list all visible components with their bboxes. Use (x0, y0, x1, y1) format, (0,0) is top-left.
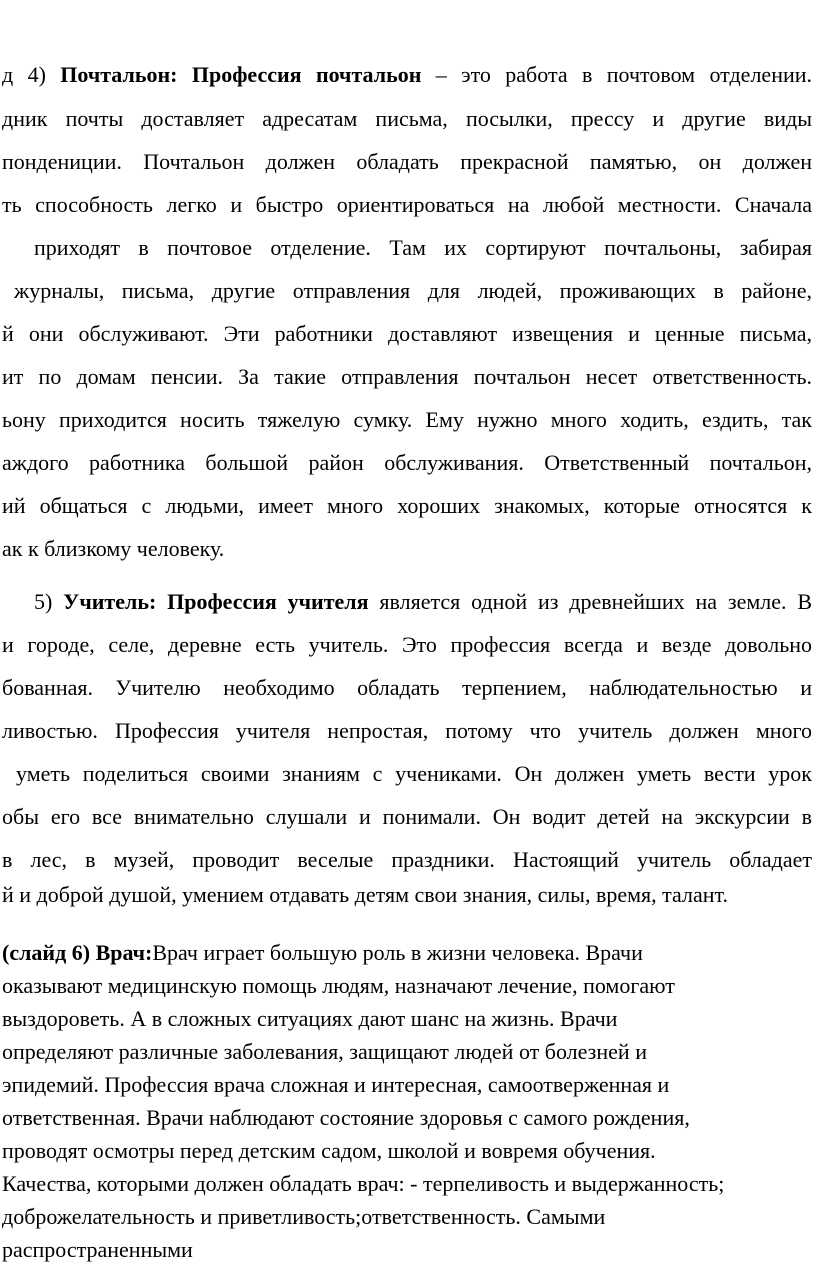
doctor-title: (слайд 6) Врач: (2, 940, 153, 965)
postman-heading-line (2, 62, 812, 88)
postman-line: аждого работника большой район обслуживания. Ответственный почтальон, (2, 450, 812, 475)
doctor-line: определяют различные заболевания, защищают людей от болезней и (2, 1039, 647, 1064)
teacher-line: в лес, в музей, проводит веселые праздники. Настоящий учитель обладает (2, 847, 812, 872)
doctor-line: доброжелательность и приветливость;ответственность. Самыми (2, 1204, 606, 1229)
doctor-line: оказывают медицинскую помощь людям, назначают лечение, помогают (2, 973, 675, 998)
doctor-heading-line (2, 940, 643, 966)
postman-line: журналы, письма, другие отправления для людей, проживающих в районе, (14, 278, 812, 303)
doctor-line: эпидемий. Профессия врача сложная и интересная, самоотверженная и (2, 1072, 670, 1097)
teacher-line: й и доброй душой, умением отдавать детям свои знания, силы, время, талант. (2, 882, 728, 907)
doctor-line: распространенными (2, 1237, 193, 1262)
teacher-line: и городе, селе, деревне есть учитель. Это профессия всегда и везде довольно (2, 632, 812, 657)
teacher-line: уметь поделиться своими знаниям с учениками. Он должен уметь вести урок (16, 761, 812, 786)
teacher-line: бованная. Учителю необходимо обладать терпением, наблюдательностью и (2, 675, 812, 700)
teacher-title: Учитель: Профессия учителя (63, 589, 369, 614)
doctor-line: ответственная. Врачи наблюдают состояние здоровья с самого рождения, (2, 1105, 690, 1130)
postman-line: й они обслуживают. Эти работники доставляют извещения и ценные письма, (2, 321, 812, 346)
postman-lead: д 4) (2, 62, 61, 87)
teacher-line: ливостью. Профессия учителя непростая, потому что учитель должен много (2, 718, 812, 743)
teacher-line: обы его все внимательно слушали и понимали. Он водит детей на экскурсии в (2, 804, 812, 829)
postman-line: ть способность легко и быстро ориентироваться на любой местности. Сначала (2, 192, 812, 217)
teacher-intro: является одной из древнейших на земле. В (368, 589, 813, 614)
postman-line: ак к близкому человеку. (2, 536, 225, 561)
doctor-line: Качества, которыми должен обладать врач: - терпеливость и выдержанность; (2, 1171, 725, 1196)
postman-line: ит по домам пенсии. За такие отправления почтальон несет ответственность. (2, 364, 812, 389)
postman-intro: – это работа в почтовом отделении. (421, 62, 813, 87)
postman-line: ьону приходится носить тяжелую сумку. Ему нужно много ходить, ездить, так (2, 407, 812, 432)
postman-line: ий общаться с людьми, имеет много хороших знакомых, которые относятся к (2, 493, 812, 518)
postman-title: Почтальон: Профессия почтальон (60, 62, 422, 87)
postman-line: приходят в почтовое отделение. Там их сортируют почтальоны, забирая (34, 235, 812, 260)
doctor-intro: Врач играет большую роль в жизни человека. Врачи (152, 940, 643, 965)
doctor-line: проводят осмотры перед детским садом, школой и вовремя обучения. (2, 1138, 656, 1163)
postman-line: дник почты доставляет адресатам письма, посылки, прессу и другие виды (2, 106, 812, 131)
postman-line: пондениции. Почтальон должен обладать прекрасной памятью, он должен (2, 149, 812, 174)
doctor-line: выздороветь. А в сложных ситуациях дают шанс на жизнь. Врачи (2, 1006, 618, 1031)
teacher-heading-line (34, 589, 812, 615)
teacher-lead: 5) (34, 589, 64, 614)
